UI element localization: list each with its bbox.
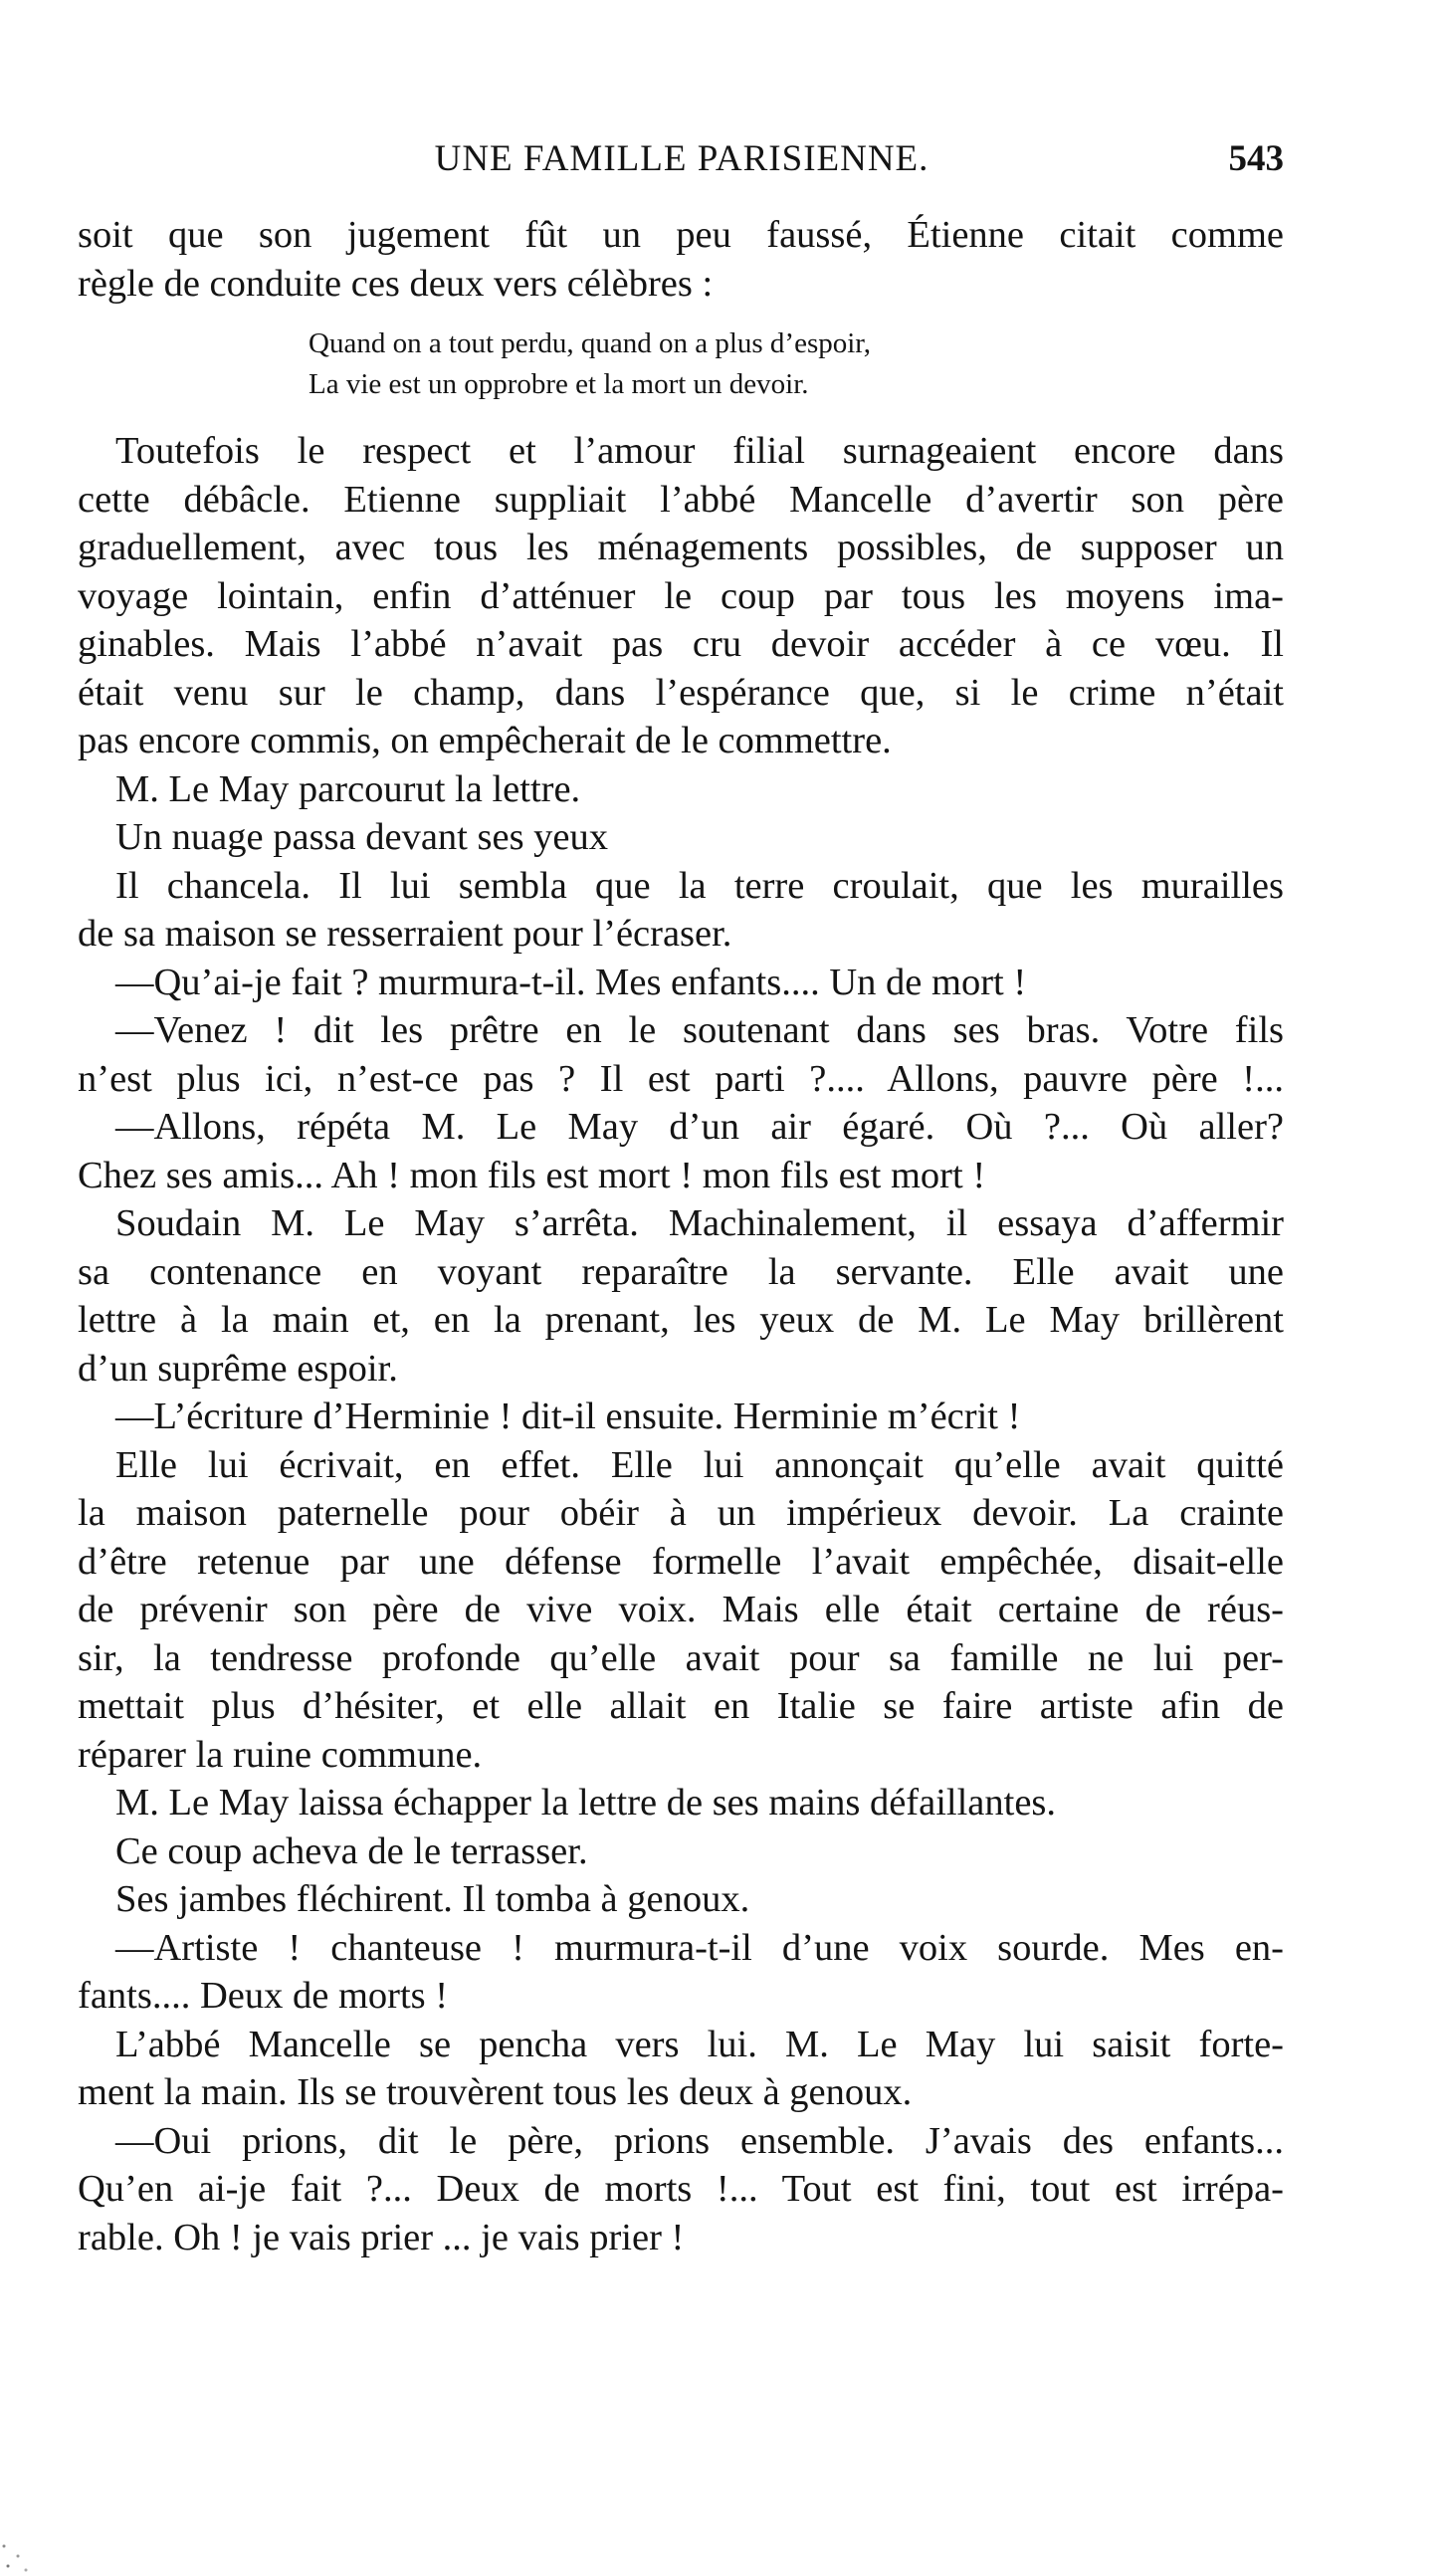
text-line: ginables. Mais l’abbé n’avait pas cru devoir accéder à ce vœu. Il xyxy=(78,623,1284,665)
verse-line: La vie est un opprobre et la mort un devoir. xyxy=(309,368,809,400)
verse-line: Quand on a tout perdu, quand on a plus d’espoir, xyxy=(309,327,872,359)
text-line: —Qu’ai-je fait ? murmura-t-il. Mes enfants.... Un de mort ! xyxy=(115,961,1027,1003)
text-line: cette débâcle. Etienne suppliait l’abbé Mancelle d’avertir son père xyxy=(78,478,1284,521)
text-line: réparer la ruine commune. xyxy=(78,1733,483,1776)
scan-artifact xyxy=(0,2506,40,2576)
text-line: Ses jambes fléchirent. Il tomba à genoux. xyxy=(115,1878,750,1920)
body-text xyxy=(78,211,1284,2261)
text-line: M. Le May laissa échapper la lettre de ses mains défaillantes. xyxy=(115,1782,1057,1824)
text-line: sa contenance en voyant reparaître la servante. Elle avait une xyxy=(78,1250,1284,1293)
text-line: —Allons, répéta M. Le May d’un air égaré. Où ?... Où aller? xyxy=(115,1106,1284,1148)
text-line: Qu’en ai-je fait ?... Deux de morts !... Tout est fini, tout est irrépa- xyxy=(78,2168,1284,2210)
text-line: graduellement, avec tous les ménagements possibles, de supposer un xyxy=(78,527,1284,568)
text-line: pas encore commis, on empêcherait de le commettre. xyxy=(78,720,892,761)
text-line: Un nuage passa devant ses yeux xyxy=(115,816,609,858)
text-line: rable. Oh ! je vais prier ... je vais prier ! xyxy=(78,2216,685,2258)
text-line: fants.... Deux de morts ! xyxy=(78,1975,449,2017)
text-line: règle de conduite ces deux vers célèbres : xyxy=(78,262,714,305)
text-line: Chez ses amis... Ah ! mon fils est mort ! mon fils est mort ! xyxy=(78,1154,986,1196)
text-line: Il chancela. Il lui sembla que la terre croulait, que les murailles xyxy=(115,864,1284,907)
text-line: de sa maison se resserraient pour l’écraser. xyxy=(78,913,732,955)
text-line: sir, la tendresse profonde qu’elle avait pour sa famille ne lui per- xyxy=(78,1636,1284,1679)
text-line: Elle lui écrivait, en effet. Elle lui annonçait qu’elle avait quitté xyxy=(115,1443,1284,1486)
verse-quote xyxy=(78,308,1284,427)
text-line: M. Le May parcourut la lettre. xyxy=(115,767,581,810)
text-line: de prévenir son père de vive voix. Mais elle était certaine de réus- xyxy=(78,1589,1284,1630)
text-line: lettre à la main et, en la prenant, les yeux de M. Le May brillèrent xyxy=(78,1299,1284,1341)
text-line: —Oui prions, dit le père, prions ensemble. J’avais des enfants... xyxy=(115,2119,1284,2162)
text-line: voyage lointain, enfin d’atténuer le coup par tous les moyens ima- xyxy=(78,574,1284,617)
text-line: soit que son jugement fût un peu faussé, Étienne citait comme xyxy=(78,214,1284,256)
text-line: était venu sur le champ, dans l’espérance que, si le crime n’était xyxy=(78,671,1284,714)
text-line: Toutefois le respect et l’amour filial surnageaient encore dans xyxy=(115,430,1284,472)
text-line: la maison paternelle pour obéir à un impérieux devoir. La crainte xyxy=(78,1492,1284,1534)
text-line: Soudain M. Le May s’arrêta. Machinalement, il essaya d’affermir xyxy=(115,1202,1284,1244)
text-line: —Venez ! dit les prêtre en le soutenant dans ses bras. Votre fils xyxy=(115,1009,1284,1051)
text-line: L’abbé Mancelle se pencha vers lui. M. Le May lui saisit forte- xyxy=(115,2023,1284,2065)
running-title: UNE FAMILLE PARISIENNE. xyxy=(434,138,929,179)
text-line: n’est plus ici, n’est-ce pas ? Il est parti ?.... Allons, pauvre père !... xyxy=(78,1057,1284,1100)
text-line: —L’écriture d’Herminie ! dit-il ensuite. Herminie m’écrit ! xyxy=(115,1395,1021,1437)
text-line: d’être retenue par une défense formelle l’avait empêchée, disait-elle xyxy=(78,1540,1284,1583)
text-line: Ce coup acheva de le terrasser. xyxy=(115,1829,588,1872)
page-number: 543 xyxy=(1228,138,1284,179)
text-line: mettait plus d’hésiter, et elle allait en Italie se faire artiste afin de xyxy=(78,1685,1284,1727)
text-line: ment la main. Ils se trouvèrent tous les deux à genoux. xyxy=(78,2071,913,2113)
page-header xyxy=(80,137,1284,187)
text-line: —Artiste ! chanteuse ! murmura-t-il d’une voix sourde. Mes en- xyxy=(115,1926,1284,1969)
text-line: d’un suprême espoir. xyxy=(78,1347,398,1390)
